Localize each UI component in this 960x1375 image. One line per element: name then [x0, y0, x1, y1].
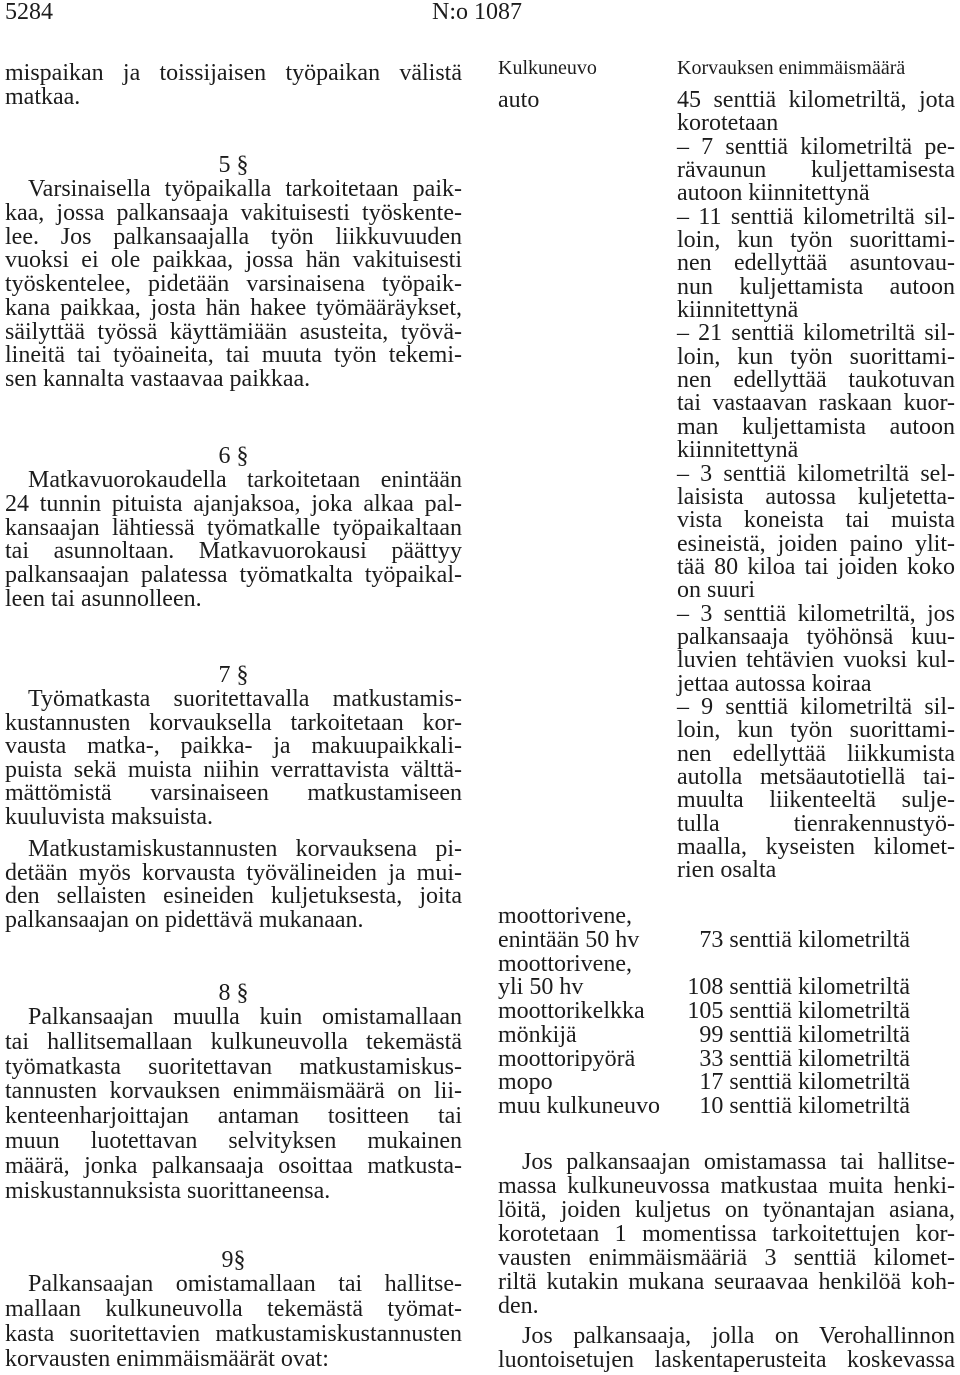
section-heading: 5 § [218, 152, 249, 178]
text-line: jettaa autossa koiraa [677, 670, 872, 697]
vehicle-name-line: moottorivene, [498, 950, 632, 977]
text-line: maalla, kyseisten kilomet- [677, 834, 955, 860]
text-line: nen edellyttää liikkumista [677, 740, 955, 767]
text-line: korvausten enimmäismäärät ovat: [5, 1346, 329, 1372]
amount-item [677, 322, 955, 462]
text-line: – 3 senttiä kilometriltä, jos [677, 600, 955, 627]
text-line: mättömistä varsinaiseen matkustamiseen [5, 780, 462, 807]
text-line: laisista autossa kuljetetta- [677, 483, 955, 510]
amount-value: 33 senttiä kilometriltä [699, 1045, 910, 1072]
text-line: nen edellyttää asuntovau- [677, 250, 955, 277]
paragraph [5, 1005, 462, 1203]
amount-value: 108 senttiä kilometriltä [687, 974, 910, 1001]
vehicle-name: moottorikelkka [498, 998, 645, 1024]
paragraph [5, 61, 462, 109]
text-line: Palkansaajan muulla kuin omistamallaan [28, 1004, 462, 1030]
table-row [498, 950, 910, 1001]
section-heading: 9§ [221, 1247, 246, 1273]
text-line: lee. Jos palkansaajalla työn liikkuvuuden [5, 223, 462, 250]
text-line: sen kannalta vastaavaa paikkaa. [5, 366, 311, 392]
text-line: – 3 senttiä kilometriltä sel- [677, 460, 955, 487]
text-line: esineistä, joiden paino ylit- [677, 530, 955, 557]
text-line: palkansaaja työhönsä kuu- [677, 623, 955, 650]
text-line: den. [498, 1293, 539, 1319]
text-line: mallaan kulkuneuvolla tekemästä työmat- [5, 1296, 462, 1322]
paragraph [498, 1150, 955, 1318]
text-line: nun kuljettamista autoon [677, 273, 955, 300]
text-line: puista sekä muista niihin verrattavista välttä- [5, 756, 462, 783]
text-line: tai vastaavan raskaan kuor- [677, 390, 955, 417]
vehicle-name: mönkijä [498, 1021, 577, 1048]
text-line: muun luotettavan selvityksen mukainen [5, 1127, 462, 1154]
text-line: työmatkasta suoritettavan matkustamiskus- [5, 1053, 462, 1080]
text-line: rien osalta [677, 857, 777, 884]
amount-item [677, 693, 955, 884]
text-line: tulla tienrakennustyö- [677, 810, 955, 837]
text-line: loin, kun työn suorittami- [677, 717, 955, 744]
table-row [498, 905, 910, 953]
text-line: tää 80 kiloa tai joiden koko [677, 553, 955, 580]
text-line: autoon kiinnitettynä [677, 180, 870, 207]
text-line: autolla metsäautotiellä tai- [677, 763, 955, 790]
text-line: tai asunnoltaan. Matkavuorokausi päättyy [5, 538, 462, 565]
text-line: luvien tehtävien vuoksi kul- [677, 647, 955, 674]
text-line: tai hallitsemallaan kulkuneuvolla tekemästä [5, 1028, 462, 1055]
right-column [498, 0, 955, 1375]
amount-item [677, 600, 955, 697]
text-line: tannusten korvauksen enimmäismäärä on lii- [5, 1078, 462, 1105]
amount-item [677, 89, 955, 136]
vehicle-name [498, 950, 677, 1001]
text-line: löitä, joiden kuljetus on työnantajan asiana, [498, 1197, 955, 1223]
text-line: Jos palkansaaja, jolla on Verohallinnon [522, 1323, 955, 1349]
text-line: Matkustamiskustannusten korvauksena pi- [28, 836, 462, 862]
text-line: den sellaisten esineiden kuljetuksesta, joita [5, 883, 462, 910]
text-line: Jos palkansaajan omistamassa tai hallitse- [522, 1149, 955, 1175]
text-line: leen tai asunnolleen. [5, 585, 202, 612]
vehicle-name-line: yli 50 hv [498, 974, 584, 1001]
vehicle-name [498, 905, 677, 953]
text-line: korotetaan [677, 110, 779, 137]
car-amount-cell [677, 89, 955, 883]
text-line: miskustannuksista suorittaneensa. [5, 1177, 331, 1204]
text-line: vuoksi ei ole paikkaa, jossa hän vakituisesti [5, 247, 462, 274]
section-heading: 6 § [218, 443, 249, 469]
text-line: Palkansaajan omistamallaan tai hallitse- [28, 1271, 462, 1297]
text-line: palkansaajan palatessa työmatkalta työpaikal- [5, 562, 462, 589]
text-line: korotetaan 1 momentissa tarkoitettujen kor- [498, 1221, 955, 1247]
paragraph [5, 838, 462, 933]
text-line: kiinnitettynä [677, 297, 799, 324]
text-line: määrä, jonka palkansaaja osoittaa matkusta- [5, 1152, 462, 1179]
text-line: detään myös korvausta työvälineiden ja mui- [5, 859, 462, 886]
text-line: vausta matka-, paikka- ja makuupaikkali- [5, 733, 462, 760]
text-line: nen edellyttää taukotuvan [677, 367, 955, 394]
text-line: mispaikan ja toissijaisen työpaikan välistä [5, 60, 462, 86]
text-line: vausten enimmäismääriä 3 senttiä kilomet- [498, 1245, 955, 1271]
text-line: rävaunun kuljettamisesta [677, 157, 955, 184]
paragraph [5, 688, 462, 830]
text-line: kiinnitettynä [677, 437, 799, 464]
amount-item [677, 203, 955, 324]
section-heading: 8 § [218, 980, 249, 1006]
column-header-amount: Korvauksen enimmäismäärä [677, 57, 906, 79]
text-line: kana paikkaa, josta hän hakee työmääräykset, [5, 294, 462, 321]
column-header-vehicle: Kulkuneuvo [498, 57, 597, 79]
text-line: – 21 senttiä kilometriltä sil- [677, 320, 955, 347]
vehicle-rows [498, 905, 910, 1119]
text-line: luontoisetujen laskentaperusteita koskevassa [498, 1347, 955, 1373]
table-row [498, 1045, 910, 1072]
text-line: kasta suoritettavien matkustamiskustannusten [5, 1321, 462, 1347]
text-line: työskentelee, pidetään varsinaisena työpaik- [5, 271, 462, 297]
text-line: – 9 senttiä kilometriltä sil- [677, 693, 955, 720]
text-line: massa kulkuneuvossa matkustaa muita henki- [498, 1173, 955, 1199]
amount-value: 73 senttiä kilometriltä [699, 926, 910, 953]
paragraph [498, 1324, 955, 1372]
text-line: 24 tunnin pituista ajanjaksoa, joka alkaa pal- [5, 490, 462, 517]
vehicle-name: moottoripyörä [498, 1045, 636, 1072]
vehicle-name: muu kulkuneuvo [498, 1093, 660, 1119]
amount-value: 99 senttiä kilometriltä [699, 1021, 910, 1048]
text-line: palkansaajan on pidettävä mukanaan. [5, 907, 364, 934]
text-line: kustannusten korvauksella tarkoitetaan kor- [5, 709, 462, 736]
text-line: on suuri [677, 577, 755, 604]
text-line: – 7 senttiä kilometriltä pe- [677, 133, 955, 160]
text-line: muulta liikenteeltä sulje- [677, 787, 955, 814]
text-line: matkaa. [5, 84, 81, 110]
left-column [5, 0, 462, 1375]
vehicle-name: mopo [498, 1069, 553, 1096]
paragraph [5, 469, 462, 612]
text-line: kuuluvista maksuista. [5, 803, 213, 830]
paragraph [5, 1272, 462, 1372]
amount-value: 10 senttiä kilometriltä [699, 1093, 910, 1119]
text-line: Matkavuorokaudella tarkoitetaan enintään [28, 467, 462, 493]
table-row [498, 1095, 910, 1119]
text-line: vista koneista tai muista [677, 507, 955, 534]
paragraph [5, 178, 462, 392]
text-line: man kuljettamista autoon [677, 413, 955, 440]
amount-item [677, 133, 955, 207]
text-line: Työmatkasta suoritettavalla matkustamis- [28, 686, 462, 712]
amount-value: 17 senttiä kilometriltä [699, 1069, 910, 1096]
text-line: säilyttää työssä käyttämiään asusteita, työvä- [5, 318, 462, 345]
text-line: Varsinaisella työpaikalla tarkoitetaan paik- [28, 176, 462, 202]
text-line: lineitä tai työaineita, tai muuta työn tekemi- [5, 342, 462, 369]
text-line: kaa, jossa palkansaaja vakituisesti työskente- [5, 199, 462, 226]
table-row [498, 1071, 910, 1095]
page-number: 5284 [5, 0, 53, 25]
amount-value: 105 senttiä kilometriltä [687, 998, 910, 1024]
section-heading: 7 § [218, 662, 249, 688]
vehicle-name: auto [498, 87, 540, 113]
text-line: riltä kutakin mukana seuraavaa henkilöä koh- [498, 1269, 955, 1295]
text-line: loin, kun työn suorittami- [677, 227, 955, 254]
text-line: loin, kun työn suorittami- [677, 343, 955, 370]
text-line: 45 senttiä kilometriltä, jota [677, 87, 955, 113]
issue-number: N:o 1087 [432, 0, 522, 25]
vehicle-name-line: moottorivene, [498, 903, 632, 929]
table-row [498, 1021, 910, 1048]
table-row [498, 1000, 910, 1024]
text-line: kenteenharjoittajan antaman tositteen tai [5, 1103, 462, 1130]
text-line: – 11 senttiä kilometriltä sil- [677, 203, 955, 230]
text-line: kansaajan lähtiessä työmatkalle työpaikaltaan [5, 514, 462, 541]
vehicle-name-line: enintään 50 hv [498, 926, 640, 953]
amount-item [677, 460, 955, 604]
